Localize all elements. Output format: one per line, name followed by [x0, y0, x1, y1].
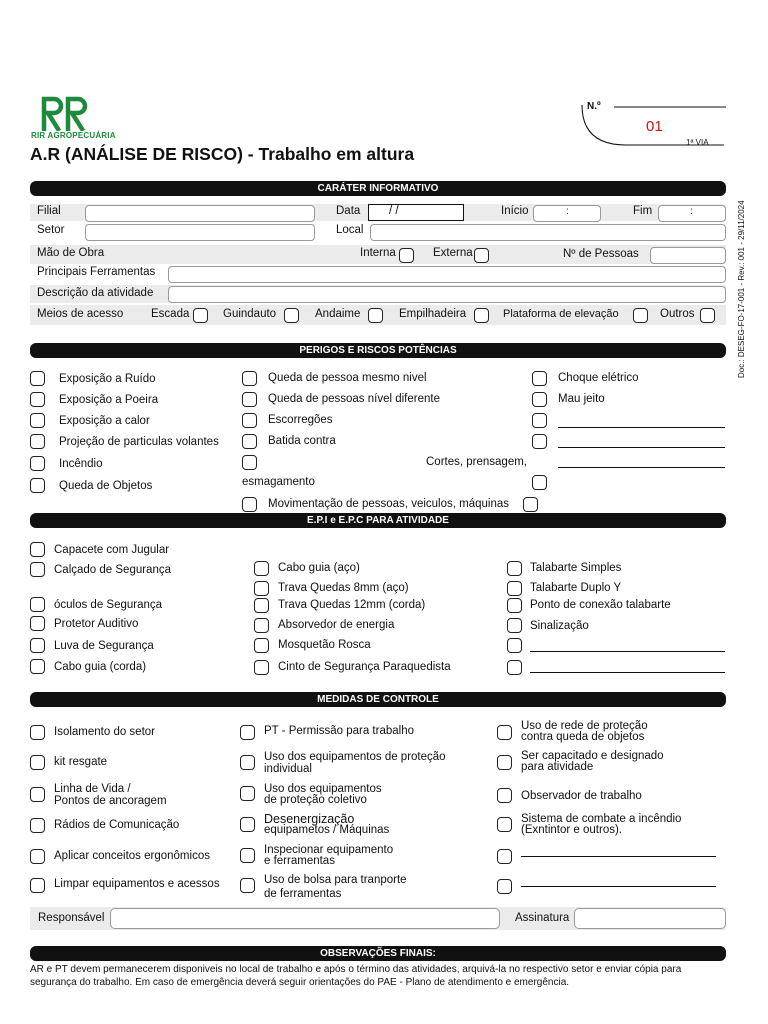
medida-kit-resgate-checkbox[interactable]: [30, 755, 45, 770]
perigo-queda-nivel-diferente-label: Queda de pessoas nível diferente: [268, 393, 440, 405]
epi-outro-1-line[interactable]: [530, 651, 725, 652]
medida-epc-label-2: de proteção coletivo: [264, 794, 367, 806]
data-label: Data: [336, 205, 361, 217]
epi-capacete-label: Capacete com Jugular: [54, 544, 170, 556]
epi-trava-8mm-checkbox[interactable]: [254, 581, 269, 596]
medida-outro-2-line[interactable]: [521, 886, 716, 887]
epi-calcado-checkbox[interactable]: [30, 562, 45, 577]
epi-cabo-corda-checkbox[interactable]: [30, 659, 45, 674]
section-observacoes-heading: OBSERVAÇÕES FINAIS:: [30, 946, 726, 961]
responsavel-label: Responsável: [38, 912, 105, 924]
medida-linha-vida-label: Linha de Vida /: [54, 783, 131, 795]
perigo-mau-jeito-label: Mau jeito: [558, 393, 605, 405]
meio-outros-label: Outros: [660, 308, 695, 320]
medida-pt-checkbox[interactable]: [240, 725, 255, 740]
data-value: / /: [389, 205, 399, 217]
medida-epi-label-2: individual: [264, 763, 312, 775]
medida-outro-1-line[interactable]: [521, 856, 716, 857]
perigo-calor-label: Exposição a calor: [59, 415, 150, 427]
epi-protetor-checkbox[interactable]: [30, 616, 45, 631]
filial-field[interactable]: [85, 205, 315, 222]
medida-isolamento-checkbox[interactable]: [30, 725, 45, 740]
perigo-poeira-label: Exposição a Poeira: [59, 394, 159, 406]
medida-desenergizacao-label: Desenergização: [264, 812, 355, 826]
medida-rede-checkbox[interactable]: [497, 725, 512, 740]
medida-observador-checkbox[interactable]: [497, 788, 512, 803]
meio-escada-label: Escada: [151, 308, 190, 320]
epi-ponto-conexao-label: Ponto de conexão talabarte: [530, 599, 671, 611]
medida-epc-checkbox[interactable]: [240, 786, 255, 801]
medida-epc-label: Uso dos equipamentos: [264, 783, 382, 795]
perigo-queda-objetos-checkbox[interactable]: [30, 478, 45, 493]
externa-label: Externa: [433, 247, 473, 259]
perigo-outro-3-checkbox[interactable]: [532, 475, 547, 490]
pessoas-field[interactable]: [650, 247, 726, 264]
doc-code: Doc.: DESEG-FO-17-001 - Rev.: 001 - 29/11/2024: [737, 200, 746, 378]
medida-kit-resgate-label: kit resgate: [54, 756, 108, 768]
perigo-cortes-label: Cortes, prensagem,: [426, 456, 527, 468]
medida-capacitado-label-2: para atividade: [521, 761, 594, 773]
perigo-mau-jeito-checkbox[interactable]: [532, 392, 547, 407]
meio-empilhadeira-label: Empilhadeira: [399, 308, 467, 320]
medida-linha-vida-checkbox[interactable]: [30, 787, 45, 802]
perigo-batida-label: Batida contra: [268, 435, 336, 447]
data-field[interactable]: [368, 204, 464, 221]
medida-bolsa-checkbox[interactable]: [240, 878, 255, 893]
perigo-ruido-label: Exposição a Ruído: [59, 373, 156, 385]
perigo-choque-label: Choque elétrico: [558, 372, 639, 384]
perigo-cortes-checkbox[interactable]: [242, 455, 257, 470]
medida-combate-label-2: (Exntintor e outros).: [521, 824, 622, 836]
perigo-movimentacao-label: Movimentação de pessoas, veiculos, máquinas: [268, 498, 509, 510]
perigo-outro-1-checkbox[interactable]: [532, 413, 547, 428]
assinatura-label: Assinatura: [515, 912, 570, 924]
perigo-queda-objetos-label: Queda de Objetos: [59, 480, 153, 492]
meio-andaime-checkbox[interactable]: [368, 308, 383, 323]
medida-ergonomicos-checkbox[interactable]: [30, 849, 45, 864]
medida-bolsa-label: Uso de bolsa para tranporte: [264, 874, 407, 886]
medida-outro-2-checkbox[interactable]: [497, 879, 512, 894]
epi-outro-2-line[interactable]: [530, 672, 725, 673]
epi-cinto-label: Cinto de Segurança Paraquedista: [278, 661, 451, 673]
epi-cabo-aco-label: Cabo guia (aço): [278, 562, 360, 574]
epi-mosquetao-checkbox[interactable]: [254, 638, 269, 653]
epi-absorvedor-checkbox[interactable]: [254, 618, 269, 633]
externa-checkbox[interactable]: [474, 248, 489, 263]
rr-logo-mark: [38, 95, 94, 131]
descricao-field[interactable]: [168, 286, 726, 303]
medida-desenergizacao-checkbox[interactable]: [240, 817, 255, 832]
epi-calcado-label: Calçado de Segurança: [54, 564, 171, 576]
fim-label: Fim: [633, 205, 653, 217]
medida-pt-label: PT - Permissão para trabalho: [264, 725, 414, 737]
medida-limpar-label: Limpar equipamentos e acessos: [54, 878, 220, 890]
epi-talabarte-duplo-label: Talabarte Duplo Y: [530, 582, 622, 594]
epi-luva-label: Luva de Segurança: [54, 640, 154, 652]
perigo-outro-2-line[interactable]: [558, 447, 725, 448]
epi-talabarte-simples-label: Talabarte Simples: [530, 562, 622, 574]
ferramentas-field[interactable]: [168, 266, 726, 283]
medida-inspecionar-label: Inspecionar equipamento: [264, 844, 394, 856]
perigo-outro-3-line[interactable]: [558, 467, 725, 468]
meio-outros-checkbox[interactable]: [700, 308, 715, 323]
inicio-value: :: [566, 206, 569, 217]
interna-label: Interna: [360, 247, 396, 259]
ferramentas-label: Principais Ferramentas: [37, 266, 156, 278]
perigo-escorregoes-label: Escorregões: [268, 414, 333, 426]
pessoas-label: Nº de Pessoas: [563, 248, 639, 260]
interna-checkbox[interactable]: [399, 248, 414, 263]
epi-capacete-checkbox[interactable]: [30, 542, 45, 557]
meio-andaime-label: Andaime: [315, 308, 361, 320]
assinatura-field[interactable]: [574, 908, 726, 929]
epi-talabarte-duplo-checkbox[interactable]: [507, 581, 522, 596]
setor-field[interactable]: [85, 224, 315, 241]
perigo-movimentacao-checkbox-2[interactable]: [523, 497, 538, 512]
epi-mosquetao-label: Mosquetão Rosca: [278, 639, 371, 651]
meio-guindauto-checkbox[interactable]: [284, 308, 299, 323]
medida-isolamento-label: Isolamento do setor: [54, 726, 156, 738]
medida-observador-label: Observador de trabalho: [521, 790, 642, 802]
section-carater-heading: CARÁTER INFORMATIVO: [30, 181, 726, 196]
perigo-projecao-label: Projeção de particulas volantes: [59, 436, 219, 448]
perigo-queda-mesmo-nivel-checkbox[interactable]: [242, 371, 257, 386]
meios-label: Meios de acesso: [37, 308, 124, 320]
epi-oculos-label: óculos de Segurança: [54, 599, 163, 611]
medida-radios-label: Rádios de Comunicação: [54, 819, 180, 831]
meio-plataforma-label: Plataforma de elevação: [503, 308, 619, 320]
mao-obra-label: Mão de Obra: [37, 247, 105, 259]
medida-combate-checkbox[interactable]: [497, 817, 512, 832]
section-medidas-heading: MEDIDAS DE CONTROLE: [30, 692, 726, 707]
epi-sinalizacao-checkbox[interactable]: [507, 618, 522, 633]
perigo-queda-nivel-diferente-checkbox[interactable]: [242, 392, 257, 407]
medida-epi-checkbox[interactable]: [240, 755, 255, 770]
medida-inspecionar-checkbox[interactable]: [240, 848, 255, 863]
epi-trava-8mm-label: Trava Quedas 8mm (aço): [278, 582, 409, 594]
filial-label: Filial: [37, 205, 61, 217]
perigo-escorregoes-checkbox[interactable]: [242, 413, 257, 428]
descricao-label: Descrição da atividade: [37, 287, 154, 299]
perigo-batida-checkbox[interactable]: [242, 434, 257, 449]
observacoes-text-1: AR e PT devem permanecerem disponiveis no local de trabalho e após o término das atividades, arquivá-la no respectivo setor e enviar cópia para: [30, 964, 682, 975]
meio-empilhadeira-checkbox[interactable]: [474, 308, 489, 323]
perigo-movimentacao-checkbox[interactable]: [242, 497, 257, 512]
epi-cabo-corda-label: Cabo guia (corda): [54, 661, 147, 673]
setor-label: Setor: [37, 224, 65, 236]
epi-talabarte-simples-checkbox[interactable]: [507, 561, 522, 576]
inicio-label: Início: [501, 205, 529, 217]
epi-trava-12mm-label: Trava Quedas 12mm (corda): [278, 599, 426, 611]
medida-bolsa-label-2: de ferramentas: [264, 888, 342, 900]
medida-linha-vida-label-2: Pontos de ancoragem: [54, 795, 167, 807]
epi-cinto-checkbox[interactable]: [254, 660, 269, 675]
epi-outro-1-checkbox[interactable]: [507, 638, 522, 653]
perigo-ruido-checkbox[interactable]: [30, 371, 45, 386]
perigo-choque-checkbox[interactable]: [532, 371, 547, 386]
medida-capacitado-checkbox[interactable]: [497, 755, 512, 770]
perigo-incendio-checkbox[interactable]: [30, 456, 45, 471]
epi-oculos-checkbox[interactable]: [30, 597, 45, 612]
company-logo: [38, 95, 94, 136]
medida-outro-1-checkbox[interactable]: [497, 849, 512, 864]
perigo-calor-checkbox[interactable]: [30, 413, 45, 428]
perigo-outro-2-checkbox[interactable]: [532, 434, 547, 449]
logo-text: RIR AGROPECUÁRIA: [31, 131, 116, 140]
epi-cabo-aco-checkbox[interactable]: [254, 561, 269, 576]
section-epi-heading: E.P.I e E.P.C PARA ATIVIDADE: [30, 513, 726, 528]
fim-value: :: [690, 206, 693, 217]
medida-rede-label: Uso de rede de proteção: [521, 720, 648, 732]
number-label: N.º: [587, 101, 601, 112]
form-number: 01: [646, 118, 663, 135]
perigo-outro-1-line[interactable]: [558, 427, 725, 428]
perigo-projecao-checkbox[interactable]: [30, 434, 45, 449]
epi-absorvedor-label: Absorvedor de energia: [278, 619, 395, 631]
medida-inspecionar-label-2: e ferramentas: [264, 855, 335, 867]
epi-outro-2-checkbox[interactable]: [507, 660, 522, 675]
section-perigos-heading: PERIGOS E RISCOS POTÊNCIAS: [30, 343, 726, 358]
medida-rede-label-2: contra queda de objetos: [521, 731, 645, 743]
page-title: A.R (ANÁLISE DE RISCO) - Trabalho em altura: [30, 144, 415, 164]
observacoes-text-2: segurança do trabalho. Em caso de emergência deverá seguir orientações do PAE - Plano de atendimento e emergência.: [30, 977, 570, 988]
medida-ergonomicos-label: Aplicar conceitos ergonômicos: [54, 850, 210, 862]
meio-escada-checkbox[interactable]: [193, 308, 208, 323]
local-label: Local: [336, 224, 364, 236]
local-field[interactable]: [370, 224, 726, 241]
meio-plataforma-checkbox[interactable]: [633, 308, 648, 323]
meio-guindauto-label: Guindauto: [223, 308, 277, 320]
epi-sinalizacao-label: Sinalização: [530, 620, 589, 632]
medida-capacitado-label: Ser capacitado e designado: [521, 750, 664, 762]
medida-epi-label: Uso dos equipamentos de proteção: [264, 751, 446, 763]
perigo-cortes-label-2: esmagamento: [242, 476, 315, 488]
epi-protetor-label: Protetor Auditivo: [54, 618, 139, 630]
epi-trava-12mm-checkbox[interactable]: [254, 598, 269, 613]
perigo-incendio-label: Incêndio: [59, 458, 103, 470]
responsavel-field[interactable]: [110, 908, 500, 929]
medida-desenergizacao-label-2: equipametos / Máquinas: [264, 824, 390, 836]
epi-ponto-conexao-checkbox[interactable]: [507, 598, 522, 613]
epi-luva-checkbox[interactable]: [30, 638, 45, 653]
perigo-queda-mesmo-nivel-label: Queda de pessoa mesmo nivel: [268, 372, 427, 384]
medida-limpar-checkbox[interactable]: [30, 878, 45, 893]
medida-radios-checkbox[interactable]: [30, 818, 45, 833]
perigo-poeira-checkbox[interactable]: [30, 392, 45, 407]
via-label: 1ª VIA: [686, 138, 709, 147]
medida-combate-label: Sistema de combate a incêndio: [521, 813, 682, 825]
